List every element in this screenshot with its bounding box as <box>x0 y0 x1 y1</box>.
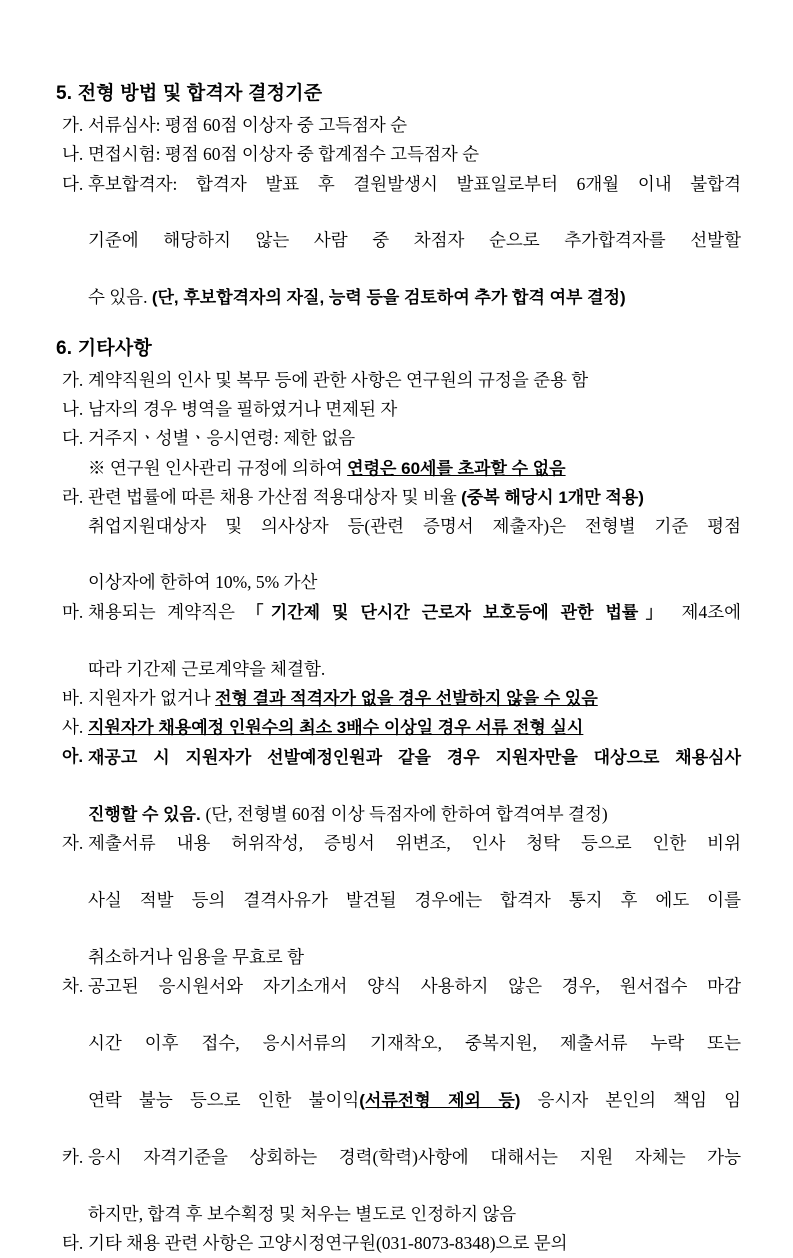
text-line <box>88 1086 741 1143</box>
text-line <box>88 395 741 423</box>
text-run: 채용되는 계약직은 <box>88 601 247 622</box>
text-line <box>88 972 741 1029</box>
text-line <box>88 568 741 596</box>
list-item-text <box>88 424 741 452</box>
list-item-marker: 마. <box>62 601 84 622</box>
list-item-marker: 카. <box>62 1147 84 1168</box>
text-run: 이상자에 한하여 10%, 5% 가산 <box>88 572 318 593</box>
list-item-text <box>88 972 741 1142</box>
bold-text-run: 진행할 수 있음. <box>88 804 206 824</box>
section-2 <box>52 333 741 1258</box>
text-run: 후보합격자: 합격자 발표 후 결원발생시 발표일로부터 6개월 이내 불합격 <box>88 173 741 194</box>
text-run: 제4조에 <box>669 601 741 622</box>
section-1 <box>52 78 741 312</box>
list-item-text <box>88 111 741 139</box>
bold-text-run: (중복 해당시 1개만 적용) <box>461 488 644 508</box>
text-line <box>88 1029 741 1086</box>
bold-text-run: 「기간제 및 단시간 근로자 보호등에 관한 법률」 <box>246 602 670 622</box>
list-item <box>52 684 741 713</box>
text-run: (단, 전형별 60점 이상 득점자에 한하여 합격여부 결정) <box>205 803 608 824</box>
list-item-marker: 나. <box>62 144 84 165</box>
list-item-text <box>88 1229 741 1257</box>
text-line <box>88 743 741 800</box>
list-item-text <box>88 483 741 597</box>
document-content <box>52 78 741 1258</box>
text-line <box>88 366 741 394</box>
list-item <box>52 743 741 828</box>
list-item-text <box>88 684 741 713</box>
text-line <box>88 1229 741 1257</box>
text-run: 취소하거나 임용을 무효로 함 <box>88 946 304 967</box>
list-item-text <box>88 140 741 168</box>
list-item-text <box>88 366 741 394</box>
list-item-marker: 아. <box>62 747 84 766</box>
text-line <box>88 1200 741 1228</box>
list-item-marker: 타. <box>62 1233 84 1254</box>
text-run: 따라 기간제 근로계약을 체결함. <box>88 658 326 679</box>
list-item <box>52 170 741 312</box>
text-run: 남자의 경우 병역을 필하였거나 면제된 자 <box>88 398 398 419</box>
section-heading: 5. 전형 방법 및 합격자 결정기준 <box>56 83 323 104</box>
text-line <box>88 512 741 569</box>
text-line <box>88 886 741 943</box>
bold-underlined-text-run: (서류전형 제외 등) <box>359 1090 521 1110</box>
list-item-marker: 차. <box>62 976 84 997</box>
section-heading: 6. 기타사항 <box>56 337 152 359</box>
text-line <box>88 483 741 512</box>
list-item-text <box>88 1143 741 1228</box>
list-item-marker: 바. <box>62 687 84 708</box>
text-run: 관련 법률에 따른 채용 가산점 적용대상자 및 비율 <box>88 487 462 508</box>
list-item <box>52 111 741 139</box>
text-run: 제출서류 내용 허위작성, 증빙서 위변조, 인사 청탁 등으로 인한 비위 <box>88 833 741 854</box>
bold-underlined-text-run: 지원자가 채용예정 인원수의 최소 3배수 이상일 경우 서류 전형 실시 <box>88 718 584 738</box>
list-item-marker: 라. <box>62 487 84 508</box>
text-run: 연락 불능 등으로 인한 불이익 <box>88 1089 360 1110</box>
text-run: 서류심사: 평점 60점 이상자 중 고득점자 순 <box>88 115 408 135</box>
list-item-text <box>88 170 741 312</box>
list-item <box>52 140 741 168</box>
list-item-marker: 가. <box>62 115 84 135</box>
list-item <box>52 424 741 452</box>
text-run: 수 있음. <box>88 287 152 308</box>
list-item-marker: 다. <box>62 173 84 194</box>
bold-text-run: (단, 후보합격자의 자질, 능력 등을 검토하여 추가 합격 여부 결정) <box>151 288 626 308</box>
text-line <box>88 424 741 452</box>
section-spacer <box>52 313 741 333</box>
text-run: ※ 연구원 인사관리 규정에 의하여 <box>88 457 348 478</box>
text-run: 사실 적발 등의 결격사유가 발견될 경우에는 합격자 통지 후 에도 이를 <box>88 890 741 911</box>
list-item <box>52 713 741 742</box>
list-item-marker: 가. <box>62 369 84 390</box>
text-line <box>88 713 741 742</box>
text-run: 하지만, 합격 후 보수획정 및 처우는 별도로 인정하지 않음 <box>88 1204 517 1225</box>
bold-text-run: 재공고 시 지원자가 선발예정인원과 같을 경우 지원자만을 대상으로 채용심사 <box>88 748 741 767</box>
list-item-text <box>88 598 741 683</box>
list-item <box>52 366 741 394</box>
text-line <box>88 283 741 312</box>
text-run: 응시 자격기준을 상회하는 경력(학력)사항에 대해서는 지원 자체는 가능 <box>88 1147 741 1168</box>
note-line <box>52 454 741 483</box>
list-item-text <box>88 829 741 971</box>
text-run: 거주지ㆍ성별ㆍ응시연령: 제한 없음 <box>88 428 356 449</box>
text-run: 기타 채용 관련 사항은 고양시정연구원(031-8073-8348)으로 문의 <box>88 1233 568 1254</box>
list-item-marker: 사. <box>62 717 84 738</box>
list-item-marker: 자. <box>62 833 84 854</box>
text-line <box>88 1143 741 1200</box>
list-item-marker: 다. <box>62 428 84 449</box>
list-item <box>52 972 741 1142</box>
text-run: 면접시험: 평점 60점 이상자 중 합계점수 고득점자 순 <box>88 144 480 165</box>
bold-underlined-text-run: 전형 결과 적격자가 없을 경우 선발하지 않을 수 있음 <box>215 688 598 708</box>
list-item <box>52 1143 741 1228</box>
text-line <box>88 829 741 886</box>
text-line <box>88 140 741 168</box>
list-item <box>52 829 741 971</box>
list-item-marker: 나. <box>62 398 84 419</box>
bold-underlined-text-run: 연령은 60세를 초과할 수 없음 <box>347 458 566 478</box>
text-run: 지원자가 없거나 <box>88 687 216 708</box>
list-item <box>52 483 741 597</box>
text-line <box>88 655 741 683</box>
text-run: 취업지원대상자 및 의사상자 등(관련 증명서 제출자)은 전형별 기준 평점 <box>88 515 741 536</box>
text-line <box>88 800 741 829</box>
list-item-text <box>88 395 741 423</box>
text-line <box>88 226 741 283</box>
text-run: 응시자 본인의 책임 임 <box>520 1089 741 1110</box>
text-line <box>88 684 741 713</box>
text-line <box>88 111 741 139</box>
list-item <box>52 1229 741 1257</box>
text-line <box>88 943 741 971</box>
list-item <box>52 395 741 423</box>
list-item-text <box>88 743 741 828</box>
text-run: 기준에 해당하지 않는 사람 중 차점자 순으로 추가합격자를 선발할 <box>88 230 741 251</box>
text-line <box>88 170 741 227</box>
list-item-text <box>88 713 741 742</box>
list-item <box>52 598 741 683</box>
text-run: 시간 이후 접수, 응시서류의 기재착오, 중복지원, 제출서류 누락 또는 <box>88 1032 741 1053</box>
text-run: 계약직원의 인사 및 복무 등에 관한 사항은 연구원의 규정을 준용 함 <box>88 369 589 390</box>
text-line <box>88 598 741 655</box>
text-run: 공고된 응시원서와 자기소개서 양식 사용하지 않은 경우, 원서접수 마감 <box>88 976 741 997</box>
